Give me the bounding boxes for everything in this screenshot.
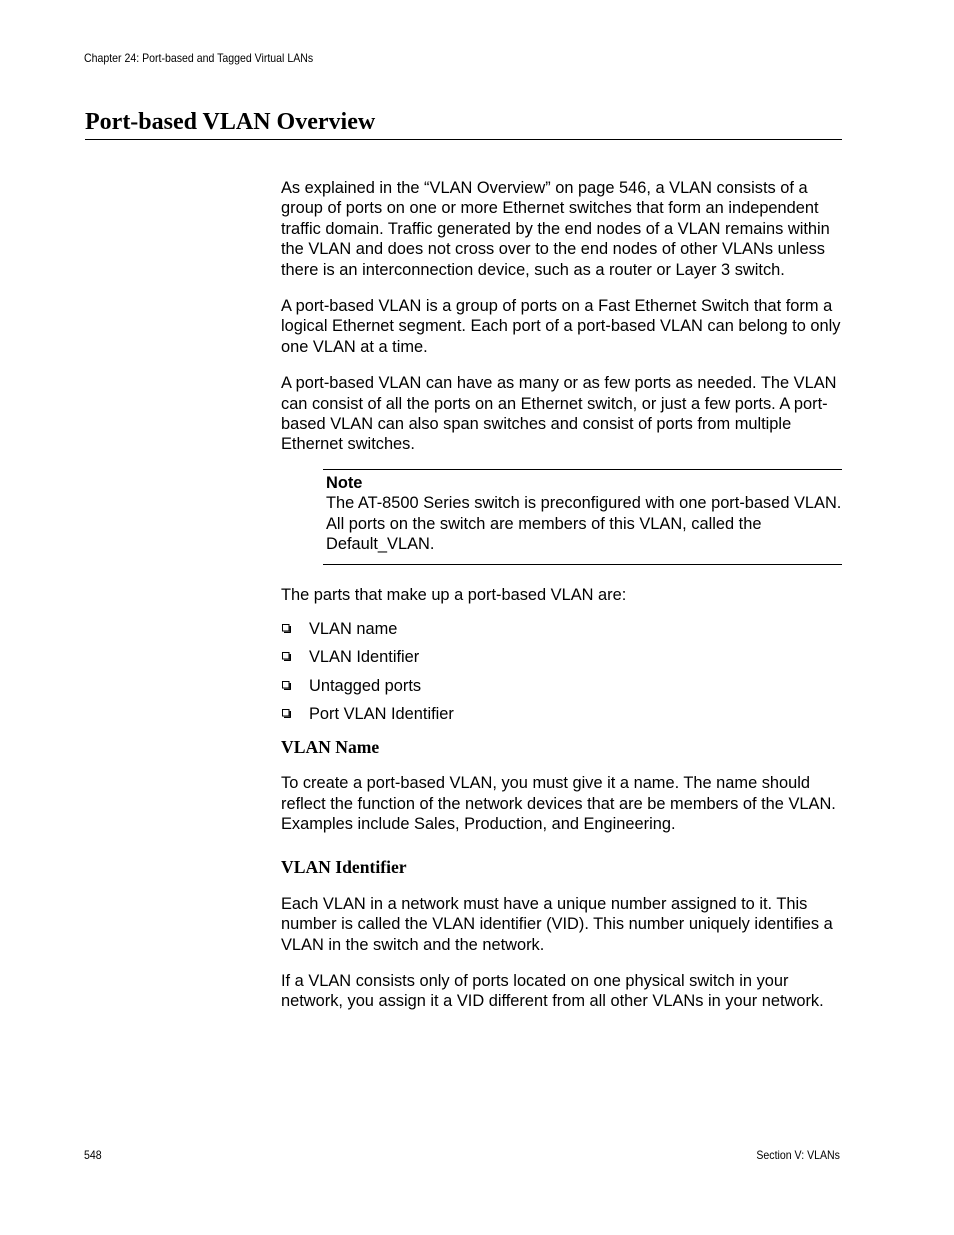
checkbox-square-icon (282, 652, 291, 661)
vlan-identifier-heading: VLAN Identifier (281, 856, 407, 877)
note-box (323, 469, 842, 565)
page-number: 548 (84, 1148, 102, 1162)
page-title: Port-based VLAN Overview (85, 109, 376, 135)
parts-list (281, 619, 843, 733)
list-item-label: VLAN name (309, 619, 398, 638)
list-item-label: Untagged ports (309, 676, 422, 695)
footer-section-label: Section V: VLANs (756, 1148, 840, 1162)
overview-paragraph-2: A port-based VLAN is a group of ports on a Fast Ethernet Switch that form a logical Ethernet segment. Each port of a port-based VLAN can belong to only one VLAN at a time. (281, 297, 841, 356)
note-text: The AT-8500 Series switch is preconfigured with one port-based VLAN. All ports on the switch are members of this VLAN, called the Default_VLAN. (326, 494, 842, 554)
vlan-name-paragraph: To create a port-based VLAN, you must give it a name. The name should reflect the function of the network devices that are be members of the VLAN. Examples include Sales, Production, and Engineering. (281, 774, 836, 834)
checkbox-square-icon (282, 709, 291, 718)
list-item-label: VLAN Identifier (309, 648, 420, 667)
list-item (281, 619, 843, 647)
note-label: Note (326, 473, 363, 492)
list-item-label: Port VLAN Identifier (309, 705, 454, 724)
vlan-identifier-paragraph-1: Each VLAN in a network must have a unique number assigned to it. This number is called the VLAN identifier (VID). This number uniquely identifies a VLAN in the switch and the network. (281, 894, 833, 954)
list-item (281, 704, 843, 732)
list-item (281, 647, 843, 675)
vlan-name-heading: VLAN Name (281, 737, 380, 758)
vlan-identifier-paragraph-2: If a VLAN consists only of ports located on one physical switch in your network, you assign it a VID different from all other VLANs in your network. (281, 971, 824, 1011)
checkbox-square-icon (282, 681, 291, 690)
overview-paragraph-3: A port-based VLAN can have as many or as few ports as needed. The VLAN can consist of all the ports on an Ethernet switch, or just a few ports. A port-based VLAN can also span switches and consist of ports from multiple Ethernet switches. (281, 374, 837, 454)
running-header: Chapter 24: Port-based and Tagged Virtual LANs (84, 51, 314, 65)
title-rule (85, 139, 842, 140)
body-column (281, 178, 843, 1012)
checkbox-square-icon (282, 624, 291, 633)
parts-intro: The parts that make up a port-based VLAN are: (281, 585, 627, 604)
list-item (281, 676, 843, 704)
overview-paragraph-1: As explained in the “VLAN Overview” on page 546, a VLAN consists of a group of ports on one or more Ethernet switches that form an independent traffic domain. Traffic generated by the end nodes of a VLAN remains within the VLAN and does not cross over to the end nodes of other VLANs unless there is an interconnection device, such as a router or Layer 3 switch. (281, 179, 830, 279)
